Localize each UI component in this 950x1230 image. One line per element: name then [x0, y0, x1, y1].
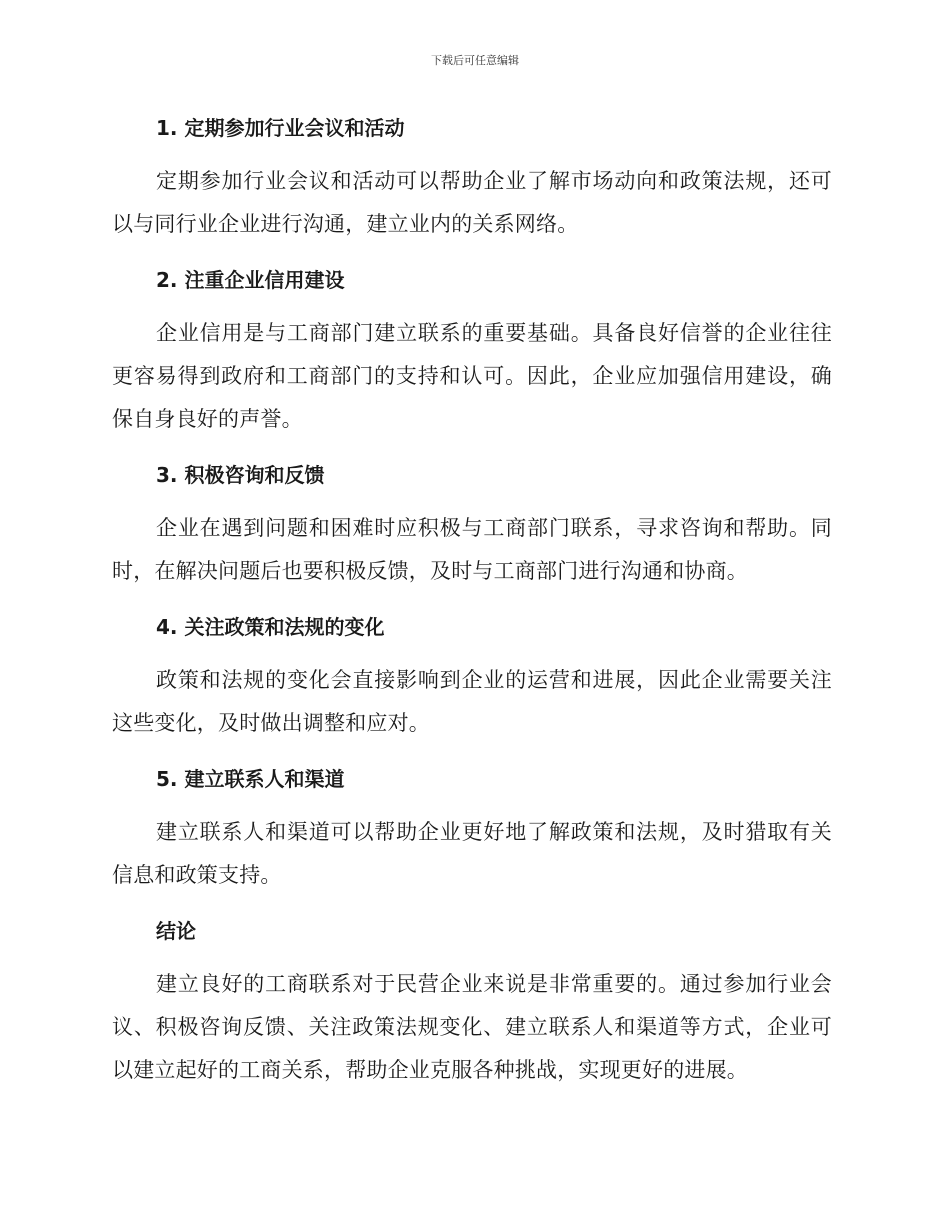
- section-1: [112, 110, 832, 246]
- page-header: 下载后可任意编辑: [431, 54, 519, 67]
- section-paragraph: 定期参加行业会议和活动可以帮助企业了解市场动向和政策法规，还可以与同行业企业进行沟通，建立业内的关系网络。: [112, 169, 832, 236]
- section-5: [112, 761, 832, 897]
- document-body: [112, 110, 832, 1108]
- section-paragraph: 企业信用是与工商部门建立联系的重要基础。具备良好信誉的企业往往更容易得到政府和工商部门的支持和认可。因此，企业应加强信用建设，确保自身良好的声誉。: [112, 321, 832, 431]
- conclusion-paragraph: 建立良好的工商联系对于民营企业来说是非常重要的。通过参加行业会议、积极咨询反馈、关注政策法规变化、建立联系人和渠道等方式，企业可以建立起好的工商关系，帮助企业克服各种挑战，实现更好的进展。: [112, 972, 832, 1082]
- conclusion-heading: 结论: [156, 919, 196, 943]
- section-heading: 4. 关注政策和法规的变化: [156, 615, 385, 639]
- section-heading: 5. 建立联系人和渠道: [156, 767, 345, 791]
- section-heading: 2. 注重企业信用建设: [156, 268, 345, 292]
- section-4: [112, 609, 832, 745]
- section-conclusion: [112, 913, 832, 1092]
- section-paragraph: 企业在遇到问题和困难时应积极与工商部门联系，寻求咨询和帮助。同时，在解决问题后也要积极反馈，及时与工商部门进行沟通和协商。: [112, 516, 832, 583]
- section-heading: 3. 积极咨询和反馈: [156, 463, 325, 487]
- section-3: [112, 457, 832, 593]
- section-heading: 1. 定期参加行业会议和活动: [156, 116, 405, 140]
- section-2: [112, 262, 832, 441]
- section-paragraph: 政策和法规的变化会直接影响到企业的运营和进展，因此企业需要关注这些变化，及时做出调整和应对。: [112, 668, 832, 735]
- section-paragraph: 建立联系人和渠道可以帮助企业更好地了解政策和法规，及时猎取有关信息和政策支持。: [112, 820, 832, 887]
